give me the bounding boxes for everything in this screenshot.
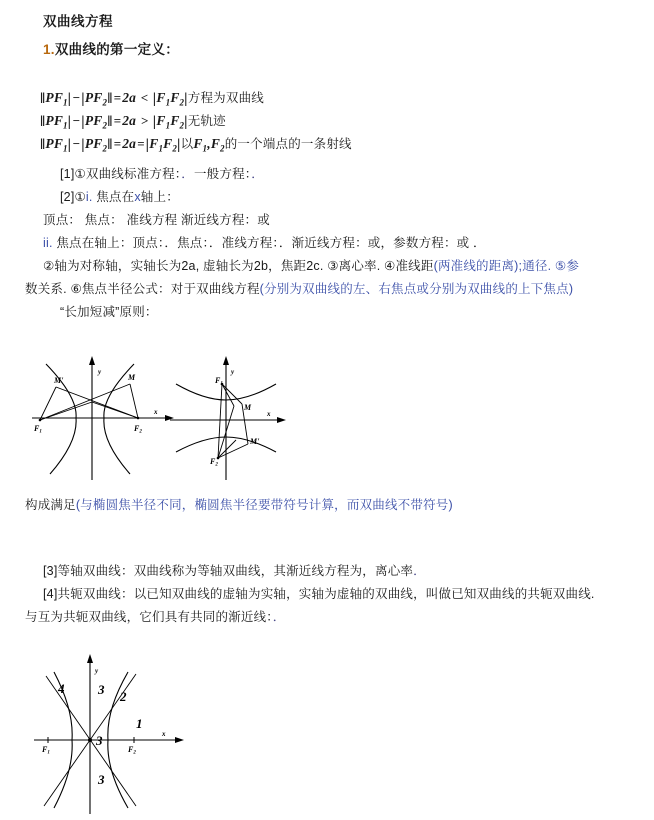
body-line-conjugate-asymptotes (25, 606, 285, 629)
text-conjugate-asymptotes: 与互为共轭双曲线，它们具有共同的渐近线： (25, 610, 273, 624)
formula-foci-pair-3: $F_1,F_2$ (193, 136, 225, 154)
point-m-prime-label: M' (250, 437, 260, 446)
body-line-standard-equation (60, 163, 264, 186)
body-line-conjugate-hyperbola: [4]共轭双曲线：以已知双曲线的虚轴为实轴，实轴为虚轴的双曲线，叫做已知双曲线的共轭双曲线. (43, 587, 595, 601)
region-label-1: 1 (136, 716, 143, 731)
segment-f2-mprime (218, 444, 248, 458)
formula-conclusion-2: 无轨迹 (187, 114, 226, 128)
formula-row-equal (40, 132, 640, 155)
text-focal-radius-paren: (分别为双曲线的左、右焦点或分别为双曲线的上下焦点) (259, 282, 574, 296)
x-axis-label: x (154, 408, 158, 416)
placeholder-dot-2: ． (251, 167, 264, 181)
section-heading (43, 38, 179, 58)
formula-conclusion-1: 方程为双曲线 (187, 91, 264, 105)
region-label-3-bottom: 3 (98, 772, 105, 787)
text-note-prefix: 构成满足 (25, 498, 76, 512)
text-focus-on-axis: 焦点在轴上：顶点：．焦点：．准线方程：．渐近线方程：或，参数方程：或 ． (52, 236, 486, 250)
region-label-2: 2 (120, 689, 127, 704)
segment-f1-m (222, 384, 242, 404)
focus-top-label: F1 (215, 376, 223, 387)
formula-row-less-than (40, 86, 640, 109)
formula-row-greater-than (40, 109, 640, 132)
focus-bottom-point (217, 457, 220, 460)
relation-symbol-3: = (137, 136, 145, 151)
segment-center-f2 (92, 402, 138, 418)
formula-expression-1: $‖PF_1|-|PF_2‖=2a < |F_1F_2|$ (40, 90, 188, 108)
body-line-long-add-short-subtract: “长加短减”原则： (60, 305, 158, 319)
region-label-4: 4 (58, 681, 65, 696)
text-roman-i: i. (85, 190, 93, 204)
focus-right-point (137, 417, 140, 420)
formula-conclusion-3: 的一个端点的一条射线 (224, 137, 352, 151)
x-axis-label: x (267, 410, 271, 418)
y-axis-label: y (95, 667, 99, 675)
placeholder-dot-1: ． (181, 167, 194, 181)
point-m-label: M (128, 373, 136, 382)
figure-conjugate-regions (32, 648, 202, 816)
point-m-label: M (244, 403, 252, 412)
body-line-focal-radius-formula (25, 278, 645, 301)
text-directrix-distance-paren: (两准线的距离) (433, 259, 519, 273)
body-line-vertices-foci-directrix: 顶点： 焦点： 准线方程 渐近线方程：或 (43, 213, 270, 227)
focus-left-label: F1 (42, 745, 50, 756)
body-line-focus-on-y (43, 232, 486, 255)
figure-c-canvas (32, 648, 202, 816)
y-axis-arrow (223, 356, 229, 365)
formula-expression-2: $‖PF_1|-|PF_2‖=2a > |F_1F_2|$ (40, 113, 188, 131)
segment-m-f2 (130, 384, 138, 418)
segment-f1-inner (222, 384, 234, 406)
placeholder-dot-4: ． (272, 610, 286, 624)
page-title: 双曲线方程 (43, 14, 113, 29)
text-equilateral: [3]等轴双曲线：双曲线称为等轴双曲线，其渐近线方程为，离心率 (43, 564, 414, 578)
region-label-3-center: 3 (96, 733, 103, 748)
figure-hyperbola-y-axis (168, 352, 303, 482)
y-axis-arrow (89, 356, 95, 365)
relation-symbol-1: < (140, 90, 149, 105)
focus-left-point (39, 419, 42, 422)
text-axis-suffix: 轴上： (140, 190, 179, 204)
placeholder-dot-3: ． (413, 564, 426, 578)
text-axis-x: x (134, 190, 141, 204)
text-standard-equation: [1]①双曲线标准方程： (60, 167, 182, 181)
figure-b-canvas (168, 352, 303, 482)
x-axis-arrow (175, 737, 184, 743)
body-line-focal-radius-note (25, 494, 453, 517)
focus-right-label: F2 (128, 745, 136, 756)
definition-formula-block (40, 86, 640, 155)
text-focal-radius-a: 数关系. ⑥焦点半径公式：对于双曲线方程 (25, 282, 260, 296)
segment-f1-m (40, 384, 130, 420)
point-m-prime-label: M' (54, 376, 64, 385)
text-general-equation: 一般方程： (193, 167, 252, 181)
y-axis-label: y (231, 368, 235, 376)
origin-point (88, 738, 92, 742)
section-label: 双曲线的第一定义： (54, 42, 180, 57)
y-axis-arrow (87, 654, 93, 663)
formula-expression-3: $‖PF_1|-|PF_2‖=2a=|F_1F_2|$ (40, 136, 181, 154)
formula-conclusion-prefix-3: 以 (180, 137, 194, 151)
x-axis-label: x (162, 730, 166, 738)
figure-a-canvas (30, 352, 180, 482)
body-line-equilateral-hyperbola (43, 560, 426, 583)
focus-right-label: F2 (134, 424, 142, 435)
text-roman-ii: ii. (43, 236, 53, 250)
x-axis-arrow (277, 417, 286, 423)
body-line-focus-on-x (60, 186, 179, 209)
figure-hyperbola-x-axis (30, 352, 180, 482)
focus-bottom-label: F2 (210, 457, 218, 468)
text-axis-properties-a: ②轴为对称轴，实轴长为2a, 虚轴长为2b，焦距2c. ③离心率. ④准线距 (43, 259, 434, 273)
focus-left-label: F1 (34, 424, 42, 435)
text-latus-rectum: ;通径. ⑤参 (518, 259, 580, 273)
body-line-axis-properties (43, 255, 643, 278)
y-axis-label: y (98, 368, 102, 376)
region-label-3-top: 3 (98, 682, 105, 697)
text-focus-on: 焦点在 (92, 190, 135, 204)
relation-symbol-2: > (140, 113, 149, 128)
section-number: 1. (43, 42, 55, 57)
text-note-paren: (与椭圆焦半径不同，椭圆焦半径要带符号计算，而双曲线不带符号) (75, 498, 453, 512)
text-item-2-prefix: [2]① (60, 190, 86, 204)
